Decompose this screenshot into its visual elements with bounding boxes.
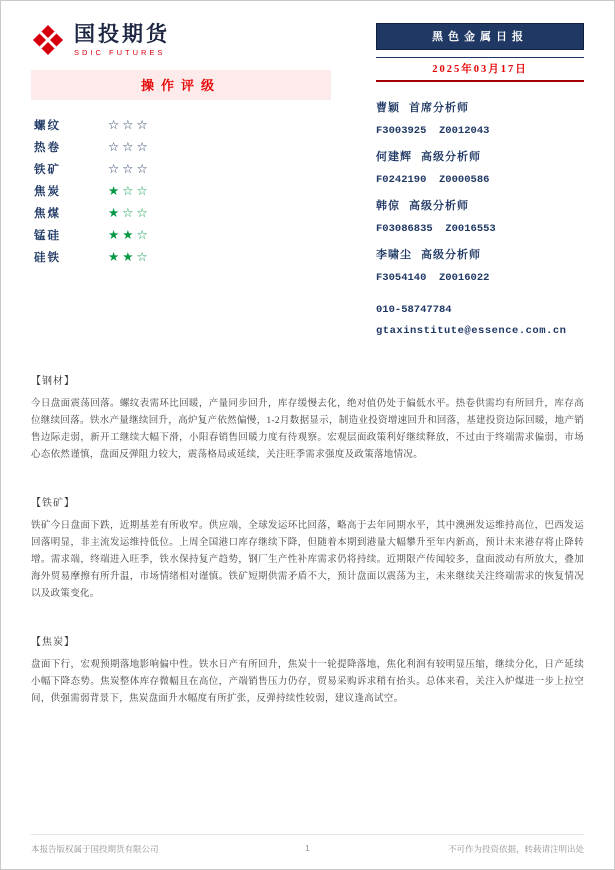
analyst-ids: F3003925 Z0012043 bbox=[376, 125, 490, 137]
analyst-ids: F03086835 Z0016553 bbox=[376, 223, 496, 235]
section-body: 铁矿今日盘面下跌，近期基差有所收窄。供应端，全球发运环比回落，略高于去年同期水平，其中澳洲发运维持高位，巴西发运回落明显，非主流发运维持低位。上周全国港口库存继续下降，但随着本期到港量大幅攀升至年内新高，预计未来港存将止降转增。需求端，终端进入旺季，铁水保持复产趋势，钢厂生产性补库需求仍将持续。近期限产传闻较多，盘面波动有所放大，叠加海外贸易摩擦有所升温，市场情绪相对谨慎。铁矿短期供需矛盾不大，预计盘面以震荡为主，未来继续关注终端需求的恢复情况以及政策变化。 bbox=[31, 521, 584, 599]
analyst-name-line bbox=[376, 246, 584, 262]
section-heading: 【钢材】 bbox=[31, 376, 75, 387]
right-column bbox=[376, 23, 584, 346]
star-rating: ☆☆☆ bbox=[108, 117, 151, 132]
analyst-title: 高级分析师 bbox=[409, 200, 469, 212]
star-rating: ☆☆☆ bbox=[108, 139, 151, 154]
analyst-name: 李啸尘 bbox=[376, 249, 412, 261]
section-heading: 【铁矿】 bbox=[31, 498, 75, 509]
star-rating: ★☆☆ bbox=[108, 183, 151, 198]
ratings-title: 操作评级 bbox=[31, 70, 331, 100]
rating-row-rebar bbox=[34, 114, 331, 136]
brand-name-en: SDIC FUTURES bbox=[74, 47, 166, 57]
section-heading: 【焦炭】 bbox=[31, 637, 75, 648]
section-body: 今日盘面震荡回落。螺纹表需环比回暖，产量同步回升，库存缓慢去化，绝对值仍处于偏低水平。热卷供需均有所回升，库存高位继续回落。铁水产量继续回升，高炉复产依然偏慢，1-2月数据显示，制造业投资增速回升和回落，基建投资边际回暖，地产销售边际走弱，新开工继续大幅下滑，小阳春销售回暖力度有待观察。宏观层面政策利好继续释放，不过由于终端需求偏弱，市场心态依然谨慎，盘面反弹阻力较大，震荡格局或延续，关注旺季需求强度及政策落地情况。 bbox=[31, 399, 584, 460]
rating-row-hot-coil bbox=[34, 136, 331, 158]
star-rating: ★★☆ bbox=[108, 227, 151, 242]
rating-row-iron-ore bbox=[34, 158, 331, 180]
commodity-name: 硅铁 bbox=[34, 252, 61, 264]
star-rating: ★☆☆ bbox=[108, 205, 151, 220]
analyst-ids: F3054140 Z0016022 bbox=[376, 272, 490, 284]
commodity-name: 焦煤 bbox=[34, 208, 61, 220]
section-steel bbox=[31, 372, 584, 464]
contact-email: gtaxinstitute@essence.com.cn bbox=[376, 325, 567, 337]
section-iron-ore bbox=[31, 494, 584, 603]
analyst-list bbox=[376, 99, 584, 284]
report-date: 2025年03月17日 bbox=[376, 57, 584, 82]
rating-row-simn bbox=[34, 224, 331, 246]
analyst-name: 曹颖 bbox=[376, 102, 400, 114]
star-rating: ☆☆☆ bbox=[108, 161, 151, 176]
contact-block bbox=[376, 304, 584, 337]
commodity-name: 螺纹 bbox=[34, 120, 61, 132]
commodity-name: 热卷 bbox=[34, 142, 61, 154]
analyst-name-line bbox=[376, 148, 584, 164]
star-rating: ★★☆ bbox=[108, 249, 151, 264]
rating-row-fesi bbox=[34, 246, 331, 268]
footer-copyright: 本报告版权属于国投期货有限公司 bbox=[31, 844, 159, 854]
commodity-name: 锰硅 bbox=[34, 230, 61, 242]
commodity-name: 铁矿 bbox=[34, 164, 61, 176]
rating-row-coke bbox=[34, 180, 331, 202]
commodity-name: 焦炭 bbox=[34, 186, 61, 198]
analyst-name: 何建辉 bbox=[376, 151, 412, 163]
report-body bbox=[31, 372, 584, 738]
analyst-title: 高级分析师 bbox=[421, 249, 481, 261]
report-title: 黑色金属日报 bbox=[376, 23, 584, 50]
sdic-diamond-logo-icon bbox=[31, 23, 65, 57]
left-column bbox=[31, 23, 331, 346]
page-footer bbox=[31, 834, 584, 855]
rating-row-coking-coal bbox=[34, 202, 331, 224]
section-body: 盘面下行，宏观预期落地影响偏中性。铁水日产有所回升，焦炭十一轮提降落地，焦化利润有较明显压缩，继续分化，日产延续小幅下降态势。焦炭整体库存微幅且在高位，产端销售压力仍存，贸易采购诉求稍有抬头。总体来看，关注入炉煤进一步上拉空间，供强需弱背景下，焦炭盘面升水幅度有所扩张，反弹持续性较弱，建议逢高试空。 bbox=[31, 660, 584, 704]
contact-phone: 010-58747784 bbox=[376, 304, 452, 316]
analyst-name-line bbox=[376, 197, 584, 213]
ratings-list bbox=[31, 114, 331, 268]
analyst-title: 高级分析师 bbox=[421, 151, 481, 163]
analyst-name-line bbox=[376, 99, 584, 115]
top-columns bbox=[31, 23, 584, 346]
analyst-ids: F0242190 Z0000586 bbox=[376, 174, 490, 186]
brand-text bbox=[74, 23, 170, 56]
page-number: 1 bbox=[305, 843, 310, 853]
analyst-title: 首席分析师 bbox=[409, 102, 469, 114]
section-coke bbox=[31, 633, 584, 708]
footer-disclaimer: 不可作为投资依据，转载请注明出处 bbox=[447, 844, 584, 854]
brand-name-cn: 国投期货 bbox=[74, 22, 170, 47]
analyst-name: 韩倞 bbox=[376, 200, 400, 212]
brand-logo bbox=[31, 23, 331, 57]
